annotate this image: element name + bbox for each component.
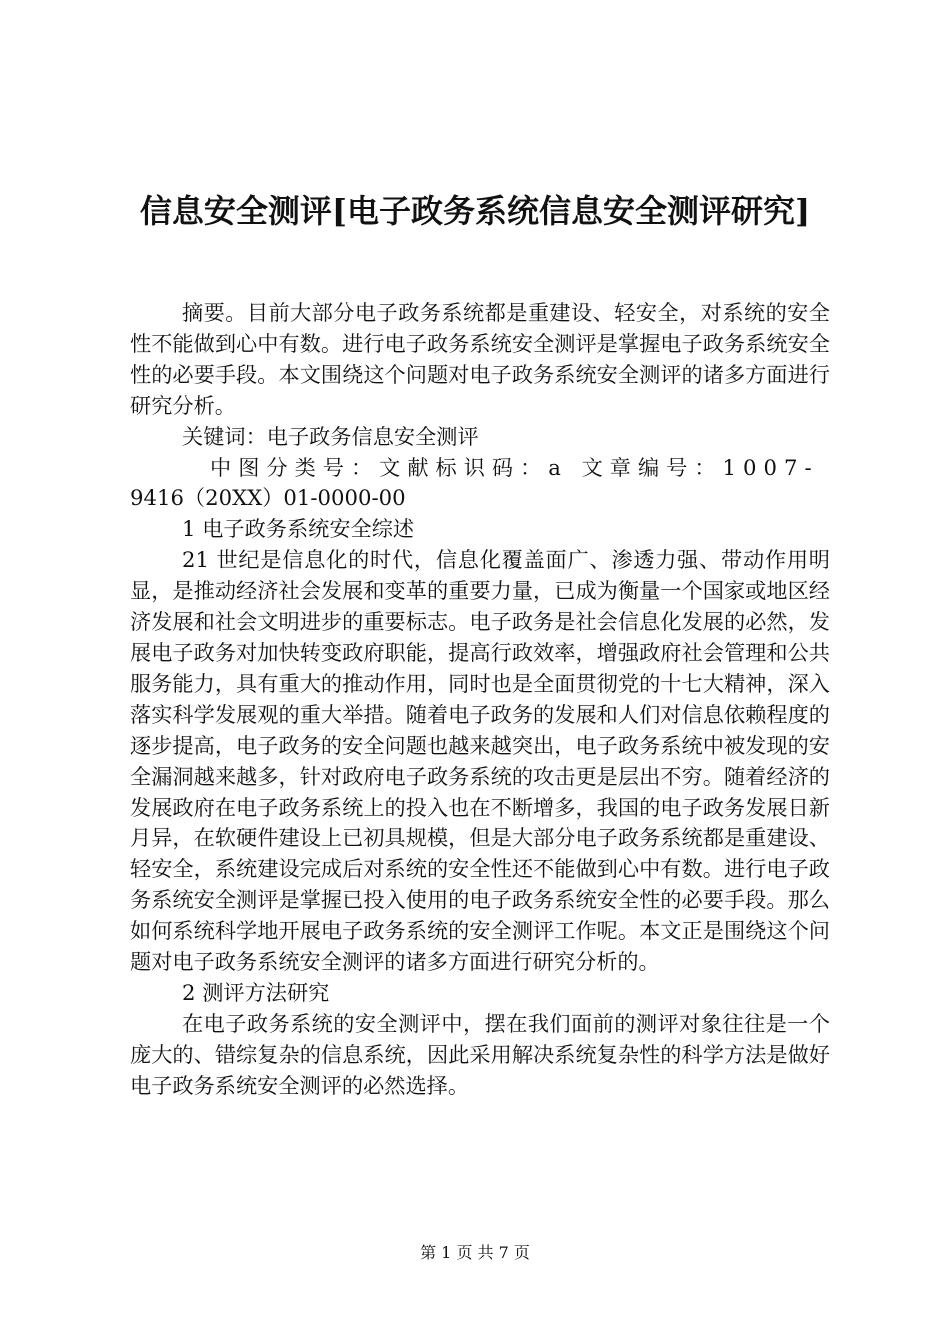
keywords-line: 关键词：电子政务信息安全测评 (182, 423, 479, 449)
document-title: 信息安全测评[电子政务系统信息安全测评研究] (139, 192, 811, 230)
section1-paragraph: 21 世纪是信息化的时代，信息化覆盖面广、渗透力强、带动作用明显，是推动经济社会发展和变革的重要力量，已成为衡量一个国家或地区经济发展和社会文明进步的重要标志。电子政务是社会信息化发展的必然，发展电子政务对加快转变政府职能，提高行政效率，增强政府社会管理和公共服务能力，具有重大的推动作用，同时也是全面贯彻党的十七大精神，深入落实科学发展观的重大举措。随着电子政务的发展和人们对信息依赖程度的逐步提高，电子政务的安全问题也越来越突出，电子政务系统中被发现的安全漏洞越来越多，针对政府电子政务系统的攻击更是层出不穷。随着经济的发展政府在电子政务系统上的投入也在不断增多，我国的电子政务发展日新月异，在软硬件建设上已初具规模，但是大部分电子政务系统都是重建设、轻安全，系统建设完成后对系统的安全性还不能做到心中有数。进行电子政务系统安全测评是掌握已投入使用的电子政务系统安全性的必要手段。那么如何系统科学地开展电子政务系统的安全测评工作呢。本文正是围绕这个问题对电子政务系统安全测评的诸多方面进行研究分析的。 (130, 547, 830, 975)
page-footer: 第 1 页 共 7 页 (420, 1243, 530, 1262)
section2-paragraph: 在电子政务系统的安全测评中，摆在我们面前的测评对象往往是一个庞大的、错综复杂的信息系统，因此采用解决系统复杂性的科学方法是做好电子政务系统安全测评的必然选择。 (130, 1010, 830, 1098)
classification-line: 中图分类号：文献标识码：a 文章编号：1007- (210, 454, 819, 480)
document-body (130, 298, 830, 1102)
section1-heading: 1 电子政务系统安全综述 (182, 516, 415, 542)
abstract-paragraph: 摘要。目前大部分电子政务系统都是重建设、轻安全，对系统的安全性不能做到心中有数。进行电子政务系统安全测评是掌握电子政务系统安全性的必要手段。本文围绕这个问题对电子政务系统安全测评的诸多方面进行研究分析。 (130, 300, 830, 418)
classification-line-continued: 9416（20XX）01-0000-00 (130, 485, 406, 511)
section2-heading: 2 测评方法研究 (182, 979, 330, 1005)
